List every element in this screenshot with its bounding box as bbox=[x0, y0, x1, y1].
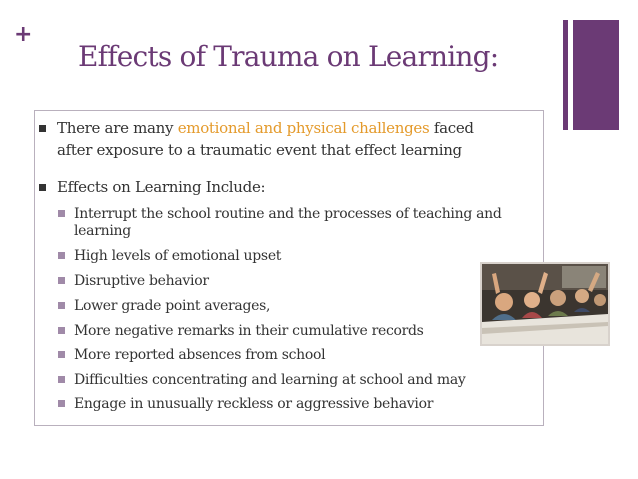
classroom-students-raising-hands-icon bbox=[482, 264, 608, 344]
square-bullet-icon bbox=[58, 302, 65, 309]
sub-item-text: Disruptive behavior bbox=[74, 273, 209, 289]
sub-list-item bbox=[74, 394, 433, 414]
sub-item-text: Difficulties concentrating and learning at school and may bbox=[74, 372, 466, 388]
bullet-text-before: There are many bbox=[57, 119, 178, 137]
sub-list-item bbox=[74, 345, 325, 365]
sub-list-item-continuation: learning bbox=[74, 223, 131, 239]
sub-item-text: Engage in unusually reckless or aggressive behavior bbox=[74, 396, 434, 412]
square-bullet-icon bbox=[58, 210, 65, 217]
sub-list-item bbox=[74, 321, 424, 341]
square-bullet-icon bbox=[58, 400, 65, 407]
square-bullet-icon bbox=[58, 277, 65, 284]
square-bullet-icon bbox=[58, 327, 65, 334]
decorative-thick-bar bbox=[573, 20, 619, 130]
sub-list-item bbox=[74, 271, 209, 291]
plus-icon: + bbox=[14, 22, 33, 47]
sub-list-item bbox=[74, 204, 502, 224]
square-bullet-icon bbox=[39, 125, 46, 132]
sub-list-item bbox=[74, 296, 270, 316]
sub-item-text: Lower grade point averages, bbox=[74, 298, 271, 314]
classroom-photo bbox=[480, 262, 610, 346]
square-bullet-icon bbox=[58, 351, 65, 358]
square-bullet-icon bbox=[39, 184, 46, 191]
bullet-text: Effects on Learning Include: bbox=[57, 178, 266, 196]
sub-list-item bbox=[74, 370, 466, 390]
sub-item-text: More reported absences from school bbox=[74, 347, 326, 363]
square-bullet-icon bbox=[58, 376, 65, 383]
sub-item-text: Interrupt the school routine and the processes of teaching and bbox=[74, 206, 502, 222]
highlighted-phrase: emotional and physical challenges bbox=[177, 119, 430, 137]
bullet-item bbox=[57, 177, 265, 198]
bullet-text-after: faced bbox=[429, 119, 474, 137]
sub-list-item bbox=[74, 246, 281, 266]
decorative-thin-bar bbox=[563, 20, 568, 130]
sub-item-text: High levels of emotional upset bbox=[74, 248, 282, 264]
slide-title: Effects of Trauma on Learning: bbox=[78, 40, 499, 73]
sub-item-text: More negative remarks in their cumulative records bbox=[74, 323, 424, 339]
bullet-item-continuation: after exposure to a traumatic event that effect learning bbox=[57, 141, 462, 159]
square-bullet-icon bbox=[58, 252, 65, 259]
bullet-item bbox=[57, 118, 474, 139]
